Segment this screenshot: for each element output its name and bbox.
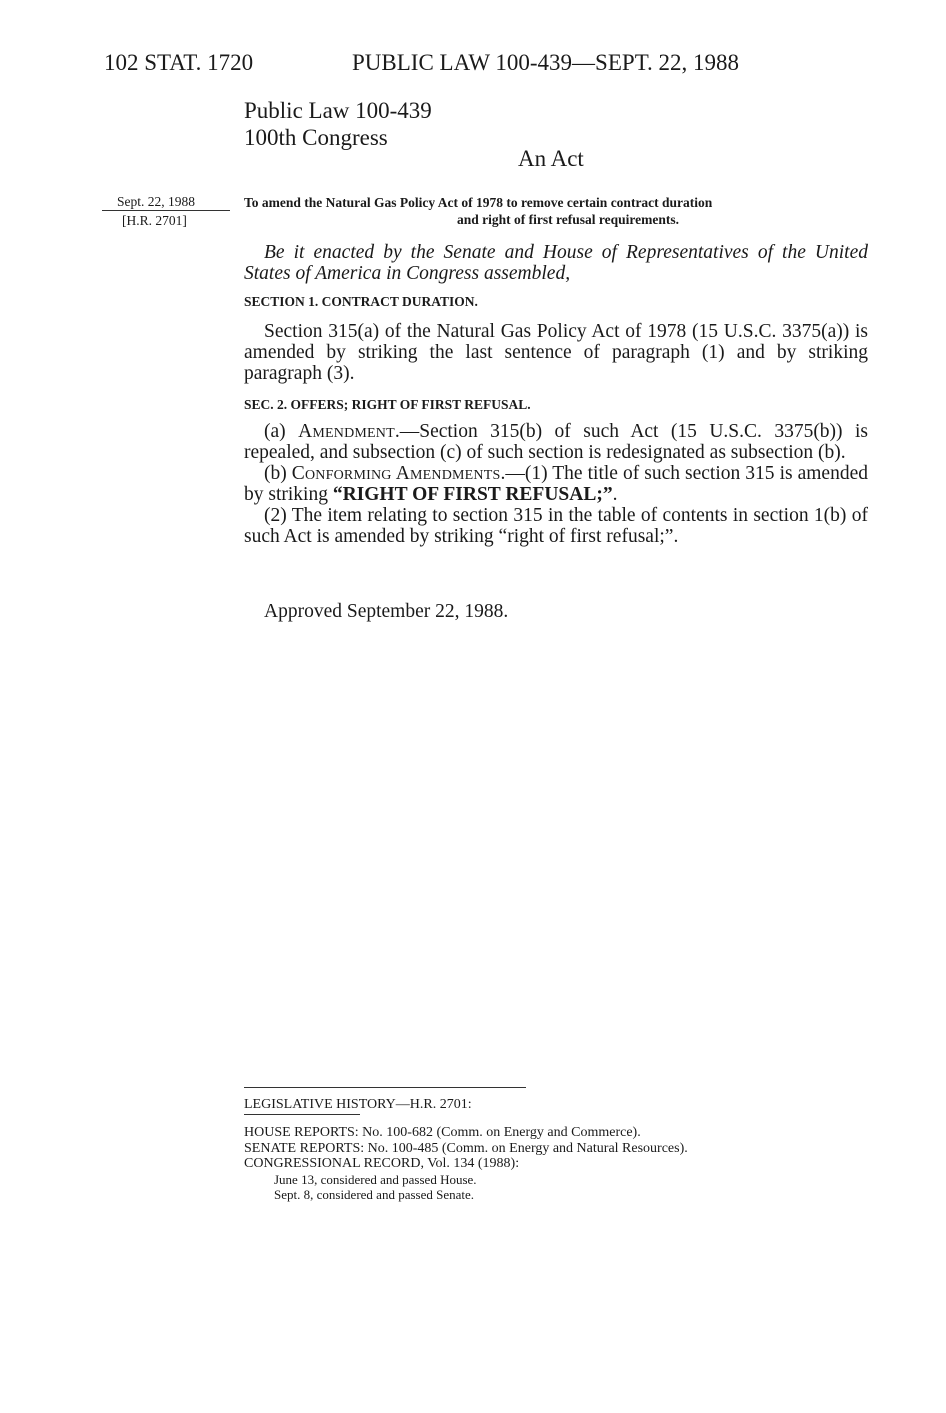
section-1-body bbox=[244, 321, 868, 384]
congress-number: 100th Congress bbox=[244, 125, 388, 150]
enacting-clause bbox=[244, 242, 868, 284]
stat-page-number: 102 STAT. 1720 bbox=[104, 50, 254, 75]
running-head-title: PUBLIC LAW 100-439—SEPT. 22, 1988 bbox=[352, 50, 740, 75]
section-2-para-b2: (2) The item relating to section 315 in the table of contents in section 1(b) of such Act is amended by striking “right of first refusal;”. bbox=[244, 505, 868, 547]
an-act-heading: An Act bbox=[518, 146, 584, 171]
margin-bill-number: [H.R. 2701] bbox=[122, 213, 187, 228]
para-a-prefix: (a) bbox=[264, 421, 299, 442]
footnote-divider bbox=[244, 1087, 526, 1088]
legislative-history-heading: LEGISLATIVE HISTORY—H.R. 2701: bbox=[244, 1097, 472, 1112]
para-a-text: .—Section 315(b) of such Act (15 U.S.C. 3375(b)) is repealed, and subsection (c) of such section is redesignated as subsection (b). bbox=[244, 421, 868, 463]
legislative-history-list bbox=[244, 1125, 688, 1203]
para-b-text: .—(1) The title of such section 315 is amended by striking bbox=[244, 463, 868, 505]
law-number: Public Law 100-439 bbox=[244, 98, 432, 123]
congressional-record: CONGRESSIONAL RECORD, Vol. 134 (1988): bbox=[244, 1156, 520, 1171]
section-2-para-a bbox=[244, 421, 868, 463]
long-title-line-2: and right of first refusal requirements. bbox=[457, 212, 679, 227]
section-1-text: Section 315(a) of the Natural Gas Policy Act of 1978 (15 U.S.C. 3375(a)) is amended by striking the last sentence of paragraph (1) and by striking paragraph (3). bbox=[244, 321, 868, 384]
para-b-prefix: (b) bbox=[264, 463, 292, 484]
house-reports: HOUSE REPORTS: No. 100-682 (Comm. on Energy and Commerce). bbox=[244, 1125, 641, 1140]
section-2-para-b bbox=[244, 463, 868, 505]
house-action: June 13, considered and passed House. bbox=[274, 1171, 477, 1187]
section-1-heading: SECTION 1. CONTRACT DURATION. bbox=[244, 294, 478, 309]
enacting-clause-text: Be it enacted by the Senate and House of Representatives of the United States of America in Congress assembled, bbox=[244, 242, 868, 284]
para-b-end: . bbox=[612, 484, 618, 505]
section-2-body bbox=[244, 421, 868, 547]
para-b-quote: “RIGHT OF FIRST REFUSAL;” bbox=[332, 484, 613, 505]
margin-date: Sept. 22, 1988 bbox=[117, 194, 196, 209]
senate-reports: SENATE REPORTS: No. 100-485 (Comm. on Energy and Natural Resources). bbox=[244, 1140, 688, 1156]
legislative-history-underline bbox=[244, 1114, 360, 1115]
margin-divider bbox=[102, 210, 230, 211]
para-b-label: Conforming Amendments bbox=[291, 463, 501, 484]
long-title bbox=[244, 194, 868, 228]
section-2-heading: SEC. 2. OFFERS; RIGHT OF FIRST REFUSAL. bbox=[244, 397, 531, 412]
senate-action: Sept. 8, considered and passed Senate. bbox=[274, 1187, 475, 1202]
approval-line: Approved September 22, 1988. bbox=[264, 601, 509, 622]
long-title-line-1: To amend the Natural Gas Policy Act of 1978 to remove certain contract duration bbox=[244, 195, 713, 210]
para-a-label: Amendment bbox=[298, 421, 395, 442]
